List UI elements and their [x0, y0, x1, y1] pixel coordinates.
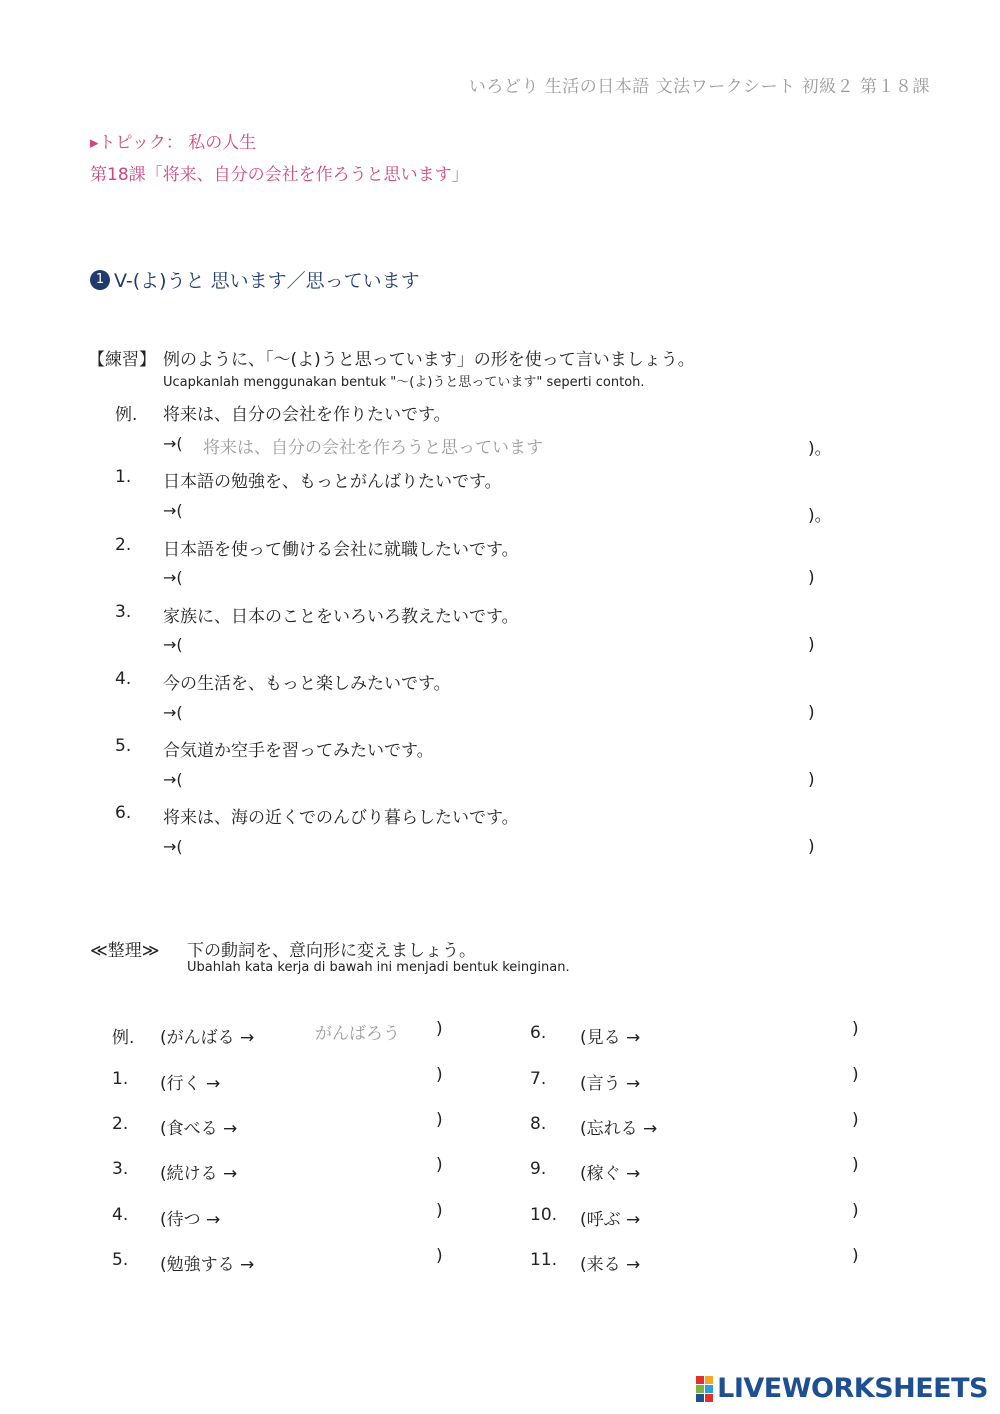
conv-number: 4.: [112, 1205, 129, 1225]
example-number: 例.: [115, 405, 138, 425]
conv-number: 例.: [112, 1028, 135, 1048]
conv-input-7[interactable]: [660, 1064, 845, 1092]
liveworksheets-logo: [696, 1373, 988, 1404]
conv-number: 9.: [530, 1159, 547, 1179]
item-arrow: →(: [163, 770, 183, 789]
item-close: ): [808, 837, 815, 857]
item-sentence: 将来は、海の近くでのんびり暮らしたいです。: [163, 808, 519, 828]
conv-input-9[interactable]: [660, 1154, 845, 1182]
liveworksheets-logo-text: LIVEWORKSHEETS: [717, 1373, 988, 1404]
answer-input-2[interactable]: [200, 564, 800, 592]
item-arrow: →(: [163, 837, 183, 856]
item-sentence: 日本語を使って働ける会社に就職したいです。: [163, 540, 519, 560]
conv-close: ): [852, 1065, 859, 1085]
item-number: 2.: [115, 535, 132, 555]
item-close: ): [808, 635, 815, 655]
item-close: ): [808, 568, 815, 588]
topic-marker-icon: ▸: [90, 133, 99, 153]
item-sentence: 今の生活を、もっと楽しみたいです。: [163, 674, 451, 694]
conv-number: 8.: [530, 1114, 547, 1134]
conv-example-answer: がんばろう: [315, 1024, 400, 1044]
topic-line: [90, 128, 256, 153]
conv-input-5[interactable]: [280, 1245, 430, 1273]
conv-verb: (待つ →: [160, 1210, 221, 1230]
conv-verb: (がんばる →: [160, 1028, 255, 1048]
worksheet-header: いろどり 生活の日本語 文法ワークシート 初級２ 第１８課: [468, 77, 930, 97]
conv-close: ): [852, 1201, 859, 1221]
example-arrow: →(: [163, 434, 183, 453]
topic-label: トピック：: [98, 133, 183, 153]
topic-value: 私の人生: [188, 133, 257, 153]
conv-input-2[interactable]: [260, 1109, 430, 1137]
conv-verb: (呼ぶ →: [580, 1210, 641, 1230]
conv-close: ): [852, 1246, 859, 1266]
section-title: V-(よ)うと 思います／思っています: [114, 270, 420, 292]
item-sentence: 合気道か空手を習ってみたいです。: [163, 741, 434, 761]
conv-close: ): [852, 1155, 859, 1175]
conv-number: 2.: [112, 1114, 129, 1134]
section-heading: [90, 266, 420, 293]
item-arrow: →(: [163, 703, 183, 722]
item-number: 1.: [115, 467, 132, 487]
item-number: 5.: [115, 736, 132, 756]
seiri-label: ≪整理≫: [90, 941, 160, 961]
practice-label: 【練習】: [88, 350, 156, 370]
practice-instruction-indonesian: Ucapkanlah menggunakan bentuk "～(よ)うと思っています" seperti contoh.: [163, 375, 645, 390]
conv-verb: (続ける →: [160, 1164, 238, 1184]
example-answer: 将来は、自分の会社を作ろうと思っています: [203, 438, 543, 458]
example-sentence: 将来は、自分の会社を作りたいです。: [163, 405, 451, 425]
item-arrow: →(: [163, 568, 183, 587]
conv-number: 3.: [112, 1159, 129, 1179]
conv-close: ): [852, 1110, 859, 1130]
conv-input-11[interactable]: [660, 1245, 845, 1273]
conv-verb: (行く →: [160, 1074, 221, 1094]
conv-verb: (稼ぐ →: [580, 1164, 641, 1184]
conv-number: 5.: [112, 1250, 129, 1270]
conv-close: ): [436, 1019, 443, 1039]
seiri-instruction: 下の動詞を、意向形に変えましょう。: [187, 941, 476, 961]
item-sentence: 家族に、日本のことをいろいろ教えたいです。: [163, 607, 519, 627]
conv-input-8[interactable]: [680, 1109, 845, 1137]
conv-close: ): [436, 1110, 443, 1130]
conv-close: ): [436, 1246, 443, 1266]
conv-close: ): [436, 1155, 443, 1175]
conv-input-6[interactable]: [660, 1018, 845, 1046]
section-number-badge: 1: [90, 270, 110, 290]
conv-verb: (食べる →: [160, 1119, 238, 1139]
conv-verb: (忘れる →: [580, 1119, 658, 1139]
conv-input-3[interactable]: [260, 1154, 430, 1182]
conv-number: 7.: [530, 1069, 547, 1089]
item-sentence: 日本語の勉強を、もっとがんばりたいです。: [163, 472, 502, 492]
answer-input-3[interactable]: [200, 631, 800, 659]
conv-input-1[interactable]: [250, 1064, 430, 1092]
conv-verb: (勉強する →: [160, 1255, 255, 1275]
answer-input-4[interactable]: [200, 699, 800, 727]
answer-input-6[interactable]: [200, 833, 800, 861]
item-arrow: →(: [163, 501, 183, 520]
conv-close: ): [436, 1201, 443, 1221]
item-close: ): [808, 703, 815, 723]
conv-number: 6.: [530, 1023, 547, 1043]
conv-verb: (来る →: [580, 1255, 641, 1275]
item-close: )。: [808, 506, 832, 526]
practice-instruction: 例のように、「～(よ)うと思っています」の形を使って言いましょう。: [163, 350, 695, 370]
conv-input-4[interactable]: [245, 1200, 430, 1228]
conv-close: ): [852, 1019, 859, 1039]
item-number: 4.: [115, 669, 132, 689]
answer-input-1[interactable]: [200, 497, 800, 525]
liveworksheets-logo-icon: [696, 1376, 713, 1402]
conv-number: 1.: [112, 1069, 129, 1089]
conv-verb: (見る →: [580, 1028, 641, 1048]
seiri-instruction-indonesian: Ubahlah kata kerja di bawah ini menjadi bentuk keinginan.: [187, 960, 570, 975]
item-arrow: →(: [163, 635, 183, 654]
item-number: 6.: [115, 803, 132, 823]
lesson-title: 第18課「将来、自分の会社を作ろうと思います」: [90, 165, 469, 185]
conv-verb: (言う →: [580, 1074, 641, 1094]
conv-number: 11.: [530, 1250, 558, 1270]
item-close: ): [808, 770, 815, 790]
conv-close: ): [436, 1065, 443, 1085]
item-number: 3.: [115, 602, 132, 622]
answer-input-5[interactable]: [200, 766, 800, 794]
example-close: )。: [808, 439, 832, 459]
conv-number: 10.: [530, 1205, 558, 1225]
conv-input-10[interactable]: [660, 1200, 845, 1228]
